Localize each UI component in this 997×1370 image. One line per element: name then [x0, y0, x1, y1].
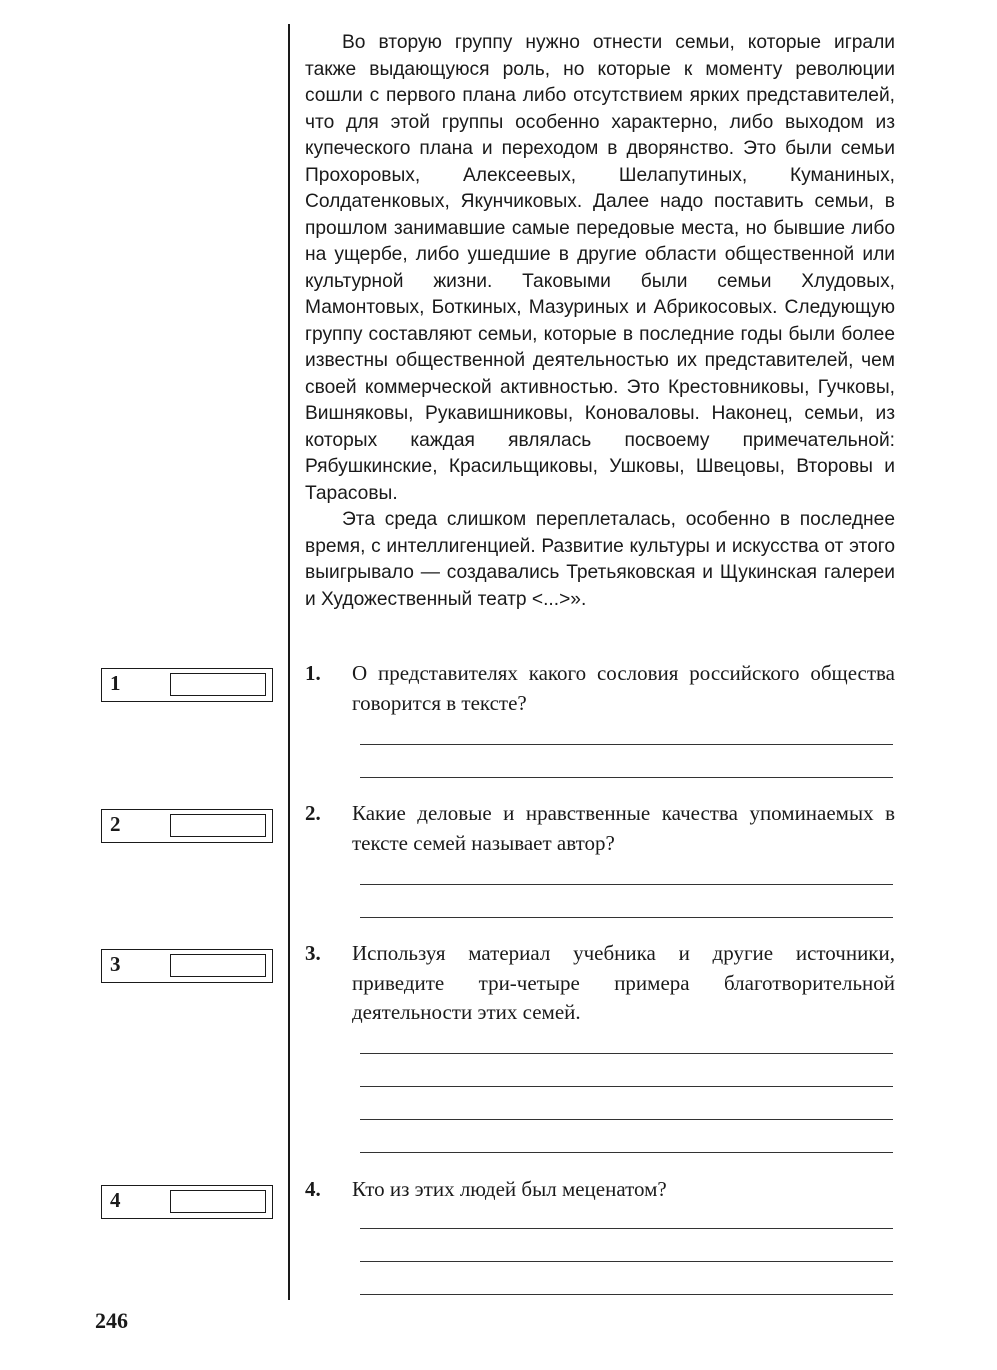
score-box-label: 3 — [110, 952, 121, 976]
score-box-2 — [101, 809, 273, 843]
answer-line[interactable] — [360, 1294, 893, 1295]
score-entry-field[interactable] — [170, 814, 266, 837]
score-box-3 — [101, 949, 273, 983]
question-text: Кто из этих людей был меценатом? — [352, 1177, 667, 1201]
margin-divider-line — [288, 24, 290, 1300]
question-1 — [305, 659, 895, 718]
question-number: 1. — [305, 661, 321, 685]
question-text: О представителях какого сословия российского общества говорится в тексте? — [352, 661, 895, 715]
answer-line[interactable] — [360, 1228, 893, 1229]
score-entry-field[interactable] — [170, 954, 266, 977]
score-box-label: 2 — [110, 812, 121, 836]
question-2 — [305, 799, 895, 858]
answer-line[interactable] — [360, 1261, 893, 1262]
score-box-1 — [101, 668, 273, 702]
score-box-4 — [101, 1185, 273, 1219]
question-number: 3. — [305, 941, 321, 965]
answer-line[interactable] — [360, 744, 893, 745]
question-text: Какие деловые и нравственные качества упоминаемых в тексте семей называет автор? — [352, 801, 895, 855]
question-4 — [305, 1175, 895, 1205]
question-3 — [305, 939, 895, 1028]
passage-paragraph-2: Эта среда слишком переплеталась, особенно в последнее время, с интеллигенцией. Развитие культуры и искусства от этого выигрывало — создавались Третьяковская и Щукинская галереи и Художественный театр <...>». — [305, 509, 895, 610]
answer-line[interactable] — [360, 1119, 893, 1120]
question-number: 2. — [305, 801, 321, 825]
answer-line[interactable] — [360, 1152, 893, 1153]
answer-line[interactable] — [360, 777, 893, 778]
score-entry-field[interactable] — [170, 673, 266, 696]
answer-line[interactable] — [360, 917, 893, 918]
passage-text — [305, 30, 895, 613]
score-box-label: 1 — [110, 671, 121, 695]
page-number: 246 — [95, 1308, 128, 1333]
question-number: 4. — [305, 1177, 321, 1201]
question-text: Используя материал учебника и другие источники, приведите три-четыре примера благотворительной деятельности этих семей. — [352, 941, 895, 1024]
answer-line[interactable] — [360, 1086, 893, 1087]
passage-paragraph-1: Во вторую группу нужно отнести семьи, которые играли также выдающуюся роль, но которые к моменту революции сошли с первого плана либо отсутствием ярких представителей, что для этой группы особенно характерно, либо выходом из купеческого плана и переходом в дворянство. Это были семьи Прохоровых, Алексеевых, Шелапутиных, Куманиных, Солдатенковых, Якунчиковых. Далее надо поставить семьи, в прошлом занимавшие самые передовые места, но бывшие либо на ущербе, либо ушедшие в другие области общественной или культурной жизни. Таковыми были семьи Хлудовых, Мамонтовых, Боткиных, Мазуриных и Абрикосовых. Следующую группу составляют семьи, которые в последние годы были более известны общественной деятельностью их представителей, чем своей коммерческой активностью. Это Крестовниковы, Гучковы, Вишняковы, Рукавишниковы, Коноваловы. Наконец, семьи, из которых каждая являлась посвоему примечательной: Рябушкинские, Красильщиковы, Ушковы, Швецовы, Второвы и Тарасовы. — [305, 32, 895, 504]
answer-line[interactable] — [360, 884, 893, 885]
answer-line[interactable] — [360, 1053, 893, 1054]
score-entry-field[interactable] — [170, 1190, 266, 1213]
score-box-label: 4 — [110, 1188, 121, 1212]
